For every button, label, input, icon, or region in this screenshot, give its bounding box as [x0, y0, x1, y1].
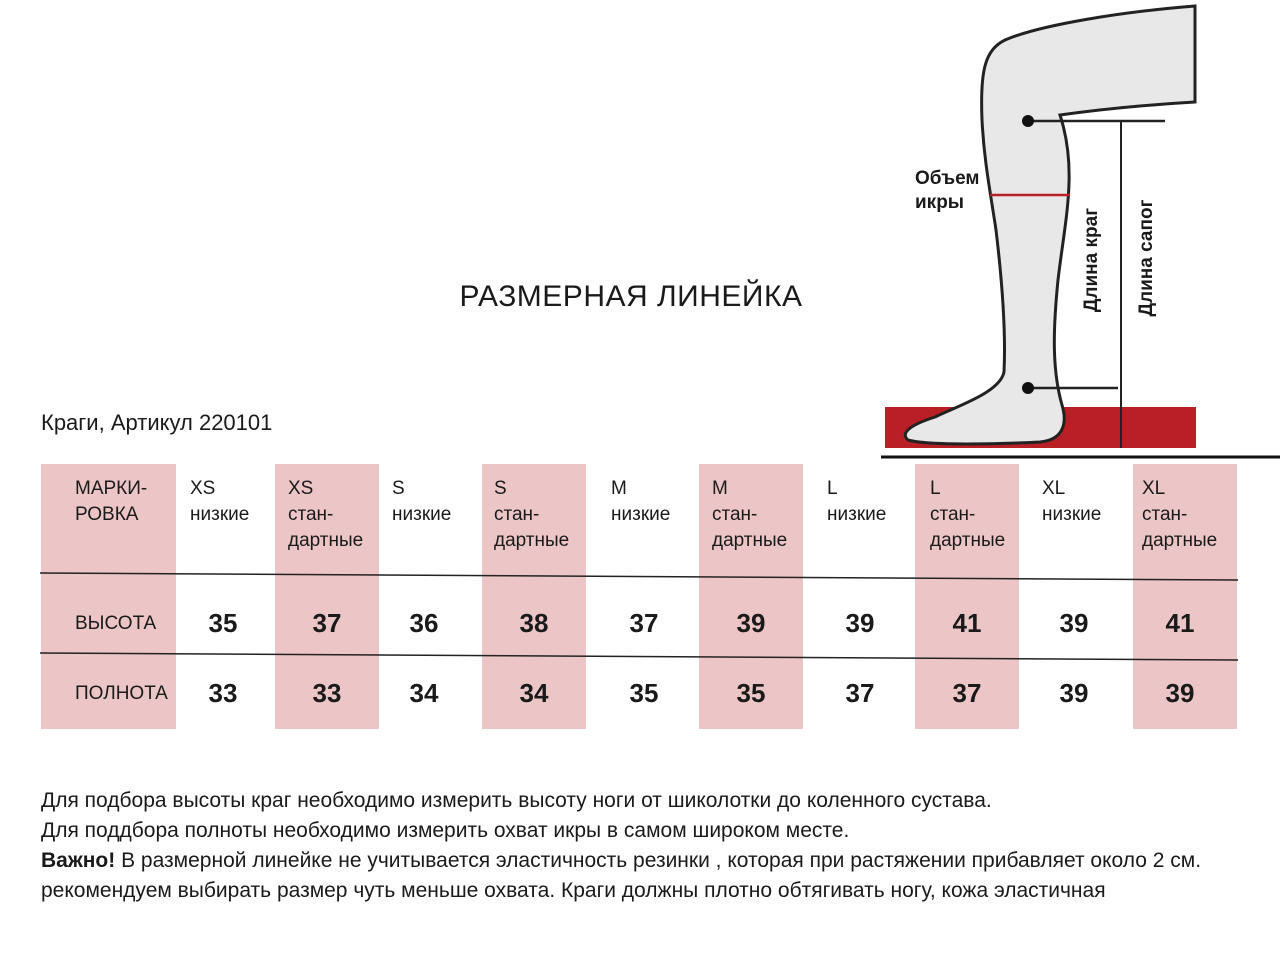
- boot-length-label: Длина сапог: [1136, 199, 1157, 317]
- size-header: XS низкие: [190, 478, 250, 525]
- height-row-label: ВЫСОТА: [75, 613, 157, 634]
- marking-row-label: МАРКИ- РОВКА: [75, 478, 148, 525]
- fullness-value: 37: [952, 678, 982, 708]
- height-value: 35: [208, 608, 238, 638]
- size-header: XL стан- дартные: [1142, 478, 1218, 551]
- height-value: 41: [1165, 608, 1195, 638]
- size-header: XL низкие: [1042, 478, 1102, 525]
- fullness-value: 34: [519, 678, 549, 708]
- fullness-value: 33: [312, 678, 342, 708]
- important-note: [41, 846, 1241, 906]
- instruction-fullness: Для поддбора полноты необходимо измерить охват икры в самом широком месте.: [41, 819, 850, 842]
- fullness-row-label: ПОЛНОТА: [75, 683, 168, 704]
- size-header: L стан- дартные: [930, 478, 1006, 551]
- fullness-value: 34: [409, 678, 439, 708]
- size-header: S низкие: [392, 478, 452, 525]
- fullness-value: 35: [629, 678, 659, 708]
- fullness-value: 39: [1165, 678, 1195, 708]
- product-subtitle: Краги, Артикул 220101: [41, 410, 273, 435]
- fullness-value: 37: [845, 678, 875, 708]
- height-value: 37: [312, 608, 342, 638]
- page-title: РАЗМЕРНАЯ ЛИНЕЙКА: [459, 280, 803, 313]
- size-header: M низкие: [611, 478, 671, 525]
- fullness-value: 35: [736, 678, 766, 708]
- height-value: 39: [845, 608, 875, 638]
- important-label: Важно!: [41, 849, 116, 872]
- height-value: 39: [1059, 608, 1089, 638]
- fullness-value: 39: [1059, 678, 1089, 708]
- height-value: 39: [736, 608, 766, 638]
- calf-volume-label: Объем икры: [915, 168, 980, 213]
- gaiter-length-label: Длина краг: [1081, 207, 1102, 313]
- important-text: В размерной линейке не учитывается эластичность резинки , которая при растяжении прибавляет около 2 см. рекомендуем выбирать размер чуть меньше охвата. Краги должны плотно обтягивать ногу, кожа эластичная: [41, 849, 1202, 902]
- height-value: 38: [519, 608, 549, 638]
- fullness-value: 33: [208, 678, 238, 708]
- instruction-height: Для подбора высоты краг необходимо измерить высоту ноги от шиколотки до коленного сустава.: [41, 789, 992, 812]
- size-header: M стан- дартные: [712, 478, 788, 551]
- row-divider: [40, 653, 1238, 660]
- size-header: L низкие: [827, 478, 887, 525]
- height-value: 37: [629, 608, 659, 638]
- instructions-text: [41, 786, 1241, 906]
- size-header: S стан- дартные: [494, 478, 570, 551]
- size-header: XS стан- дартные: [288, 478, 364, 551]
- height-value: 41: [952, 608, 982, 638]
- height-value: 36: [409, 608, 439, 638]
- row-divider: [40, 573, 1238, 580]
